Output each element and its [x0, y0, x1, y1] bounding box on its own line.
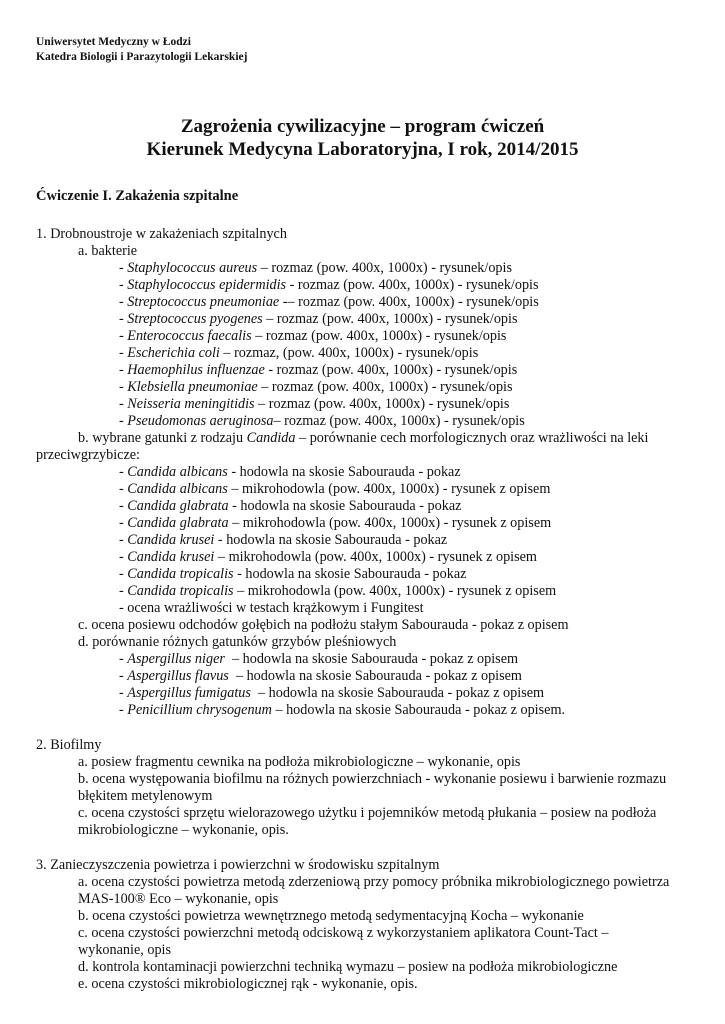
list-item: - Enterococcus faecalis – rozmaz (pow. 400x, 1000x) - rysunek/opis	[119, 328, 507, 344]
species-name: Klebsiella pneumoniae	[127, 379, 258, 395]
species-name: Candida tropicalis	[127, 583, 234, 599]
list-item: - Candida krusei – mikrohodowla (pow. 400x, 1000x) - rysunek z opisem	[119, 549, 537, 565]
institution-name: Uniwersytet Medyczny w Łodzi	[36, 36, 191, 48]
list-item: - Aspergillus fumigatus – hodowla na skosie Sabourauda - pokaz z opisem	[119, 685, 545, 701]
list-item: - Candida krusei - hodowla na skosie Sabourauda - pokaz	[119, 532, 448, 548]
subsection-3c-cont: wykonanie, opis	[78, 942, 171, 958]
list-item: - Staphylococcus epidermidis - rozmaz (pow. 400x, 1000x) - rysunek/opis	[119, 277, 539, 293]
list-item: - Escherichia coli – rozmaz, (pow. 400x, 1000x) - rysunek/opis	[119, 345, 479, 361]
subsection-3c: c. ocena czystości powierzchni metodą odciskową z wykorzystaniem aplikatora Count-Tact –	[78, 925, 609, 941]
list-item: - ocena wrażliwości w testach krążkowym i Fungitest	[119, 600, 424, 616]
list-item: - Streptococcus pyogenes – rozmaz (pow. 400x, 1000x) - rysunek/opis	[119, 311, 518, 327]
subsection-2b: b. ocena występowania biofilmu na różnych powierzchniach - wykonanie posiewu i barwienie rozmazu	[78, 771, 667, 787]
subsection-1b-label: b. wybrane gatunki z rodzaju Candida – porównanie cech morfologicznych oraz wrażliwości na leki	[78, 430, 649, 446]
species-name: Candida albicans	[127, 481, 228, 497]
list-item: - Neisseria meningitidis – rozmaz (pow. 400x, 1000x) - rysunek/opis	[119, 396, 510, 412]
species-name: Candida glabrata	[127, 498, 229, 514]
subsection-3a-cont: MAS-100® Eco – wykonanie, opis	[78, 891, 279, 907]
subsection-3e: e. ocena czystości mikrobiologicznej rąk - wykonanie, opis.	[78, 976, 418, 992]
species-name: Candida tropicalis	[127, 566, 234, 582]
species-name: Candida albicans	[127, 464, 228, 480]
subsection-2c-cont: mikrobiologiczne – wykonanie, opis.	[78, 822, 289, 838]
species-name: Aspergillus niger	[127, 651, 225, 667]
section-2-heading: 2. Biofilmy	[36, 737, 102, 753]
list-item: - Penicillium chrysogenum – hodowla na skosie Sabourauda - pokaz z opisem.	[119, 702, 566, 718]
species-name: Candida glabrata	[127, 515, 229, 531]
list-item: - Aspergillus niger – hodowla na skosie Sabourauda - pokaz z opisem	[119, 651, 519, 667]
list-item: - Candida tropicalis – mikrohodowla (pow. 400x, 1000x) - rysunek z opisem	[119, 583, 557, 599]
species-name: Pseudomonas aeruginosa	[127, 413, 274, 429]
list-item: - Klebsiella pneumoniae – rozmaz (pow. 400x, 1000x) - rysunek/opis	[119, 379, 513, 395]
document-title: Zagrożenia cywilizacyjne – program ćwiczeń	[180, 116, 545, 137]
list-item: - Streptococcus pneumoniae -– rozmaz (pow. 400x, 1000x) - rysunek/opis	[119, 294, 539, 310]
list-item: - Staphylococcus aureus – rozmaz (pow. 400x, 1000x) - rysunek/opis	[119, 260, 512, 276]
subsection-1c: c. ocena posiewu odchodów gołębich na podłożu stałym Sabourauda - pokaz z opisem	[78, 617, 569, 633]
subsection-1d-label: d. porównanie różnych gatunków grzybów pleśniowych	[78, 634, 397, 650]
list-item: - Candida albicans - hodowla na skosie Sabourauda - pokaz	[119, 464, 461, 480]
section-1-heading: 1. Drobnoustroje w zakażeniach szpitalnych	[36, 226, 287, 242]
subsection-2c: c. ocena czystości sprzętu wielorazowego użytku i pojemników metodą płukania – posiew na podłoża	[78, 805, 657, 821]
species-name: Penicillium chrysogenum	[127, 702, 272, 718]
subsection-1b-label-cont: przeciwgrzybicze:	[36, 447, 140, 463]
species-name: Staphylococcus aureus	[127, 260, 258, 276]
species-name: Escherichia coli	[127, 345, 220, 361]
list-item: - Haemophilus influenzae - rozmaz (pow. 400x, 1000x) - rysunek/opis	[119, 362, 518, 378]
species-name: Enterococcus faecalis	[127, 328, 252, 344]
section-3-heading: 3. Zanieczyszczenia powietrza i powierzchni w środowisku szpitalnym	[36, 857, 440, 873]
subsection-1a-label: a. bakterie	[78, 243, 138, 259]
species-name: Neisseria meningitidis	[127, 396, 255, 412]
species-name: Streptococcus pneumoniae	[127, 294, 280, 310]
list-item: - Aspergillus flavus – hodowla na skosie Sabourauda - pokaz z opisem	[119, 668, 522, 684]
department-name: Katedra Biologii i Parazytologii Lekarskiej	[36, 51, 248, 63]
species-name: Streptococcus pyogenes	[127, 311, 263, 327]
exercise-heading: Ćwiczenie I. Zakażenia szpitalne	[36, 188, 239, 204]
subsection-2a: a. posiew fragmentu cewnika na podłoża mikrobiologiczne – wykonanie, opis	[78, 754, 521, 770]
species-name: Candida krusei	[127, 549, 215, 565]
list-item: - Candida glabrata - hodowla na skosie Sabourauda - pokaz	[119, 498, 462, 514]
list-item: - Candida glabrata – mikrohodowla (pow. 400x, 1000x) - rysunek z opisem	[119, 515, 552, 531]
document-subtitle: Kierunek Medycyna Laboratoryjna, I rok, 2014/2015	[146, 139, 579, 160]
list-item: - Candida albicans – mikrohodowla (pow. 400x, 1000x) - rysunek z opisem	[119, 481, 551, 497]
species-name: Aspergillus fumigatus	[127, 685, 251, 701]
subsection-2b-cont: błękitem metylenowym	[78, 788, 213, 804]
species-name: Staphylococcus epidermidis	[127, 277, 287, 293]
species-name: Candida krusei	[127, 532, 215, 548]
subsection-3d: d. kontrola kontaminacji powierzchni techniką wymazu – posiew na podłoża mikrobiologiczne	[78, 959, 618, 975]
subsection-3a: a. ocena czystości powietrza metodą zderzeniową przy pomocy próbnika mikrobiologicznego powietrza	[78, 874, 670, 890]
species-name: Haemophilus influenzae	[127, 362, 265, 378]
list-item: - Candida tropicalis - hodowla na skosie Sabourauda - pokaz	[119, 566, 467, 582]
species-name: Aspergillus flavus	[127, 668, 229, 684]
list-item: - Pseudomonas aeruginosa– rozmaz (pow. 400x, 1000x) - rysunek/opis	[119, 413, 525, 429]
subsection-3b: b. ocena czystości powietrza wewnętrznego metodą sedymentacyjną Kocha – wykonanie	[78, 908, 584, 924]
